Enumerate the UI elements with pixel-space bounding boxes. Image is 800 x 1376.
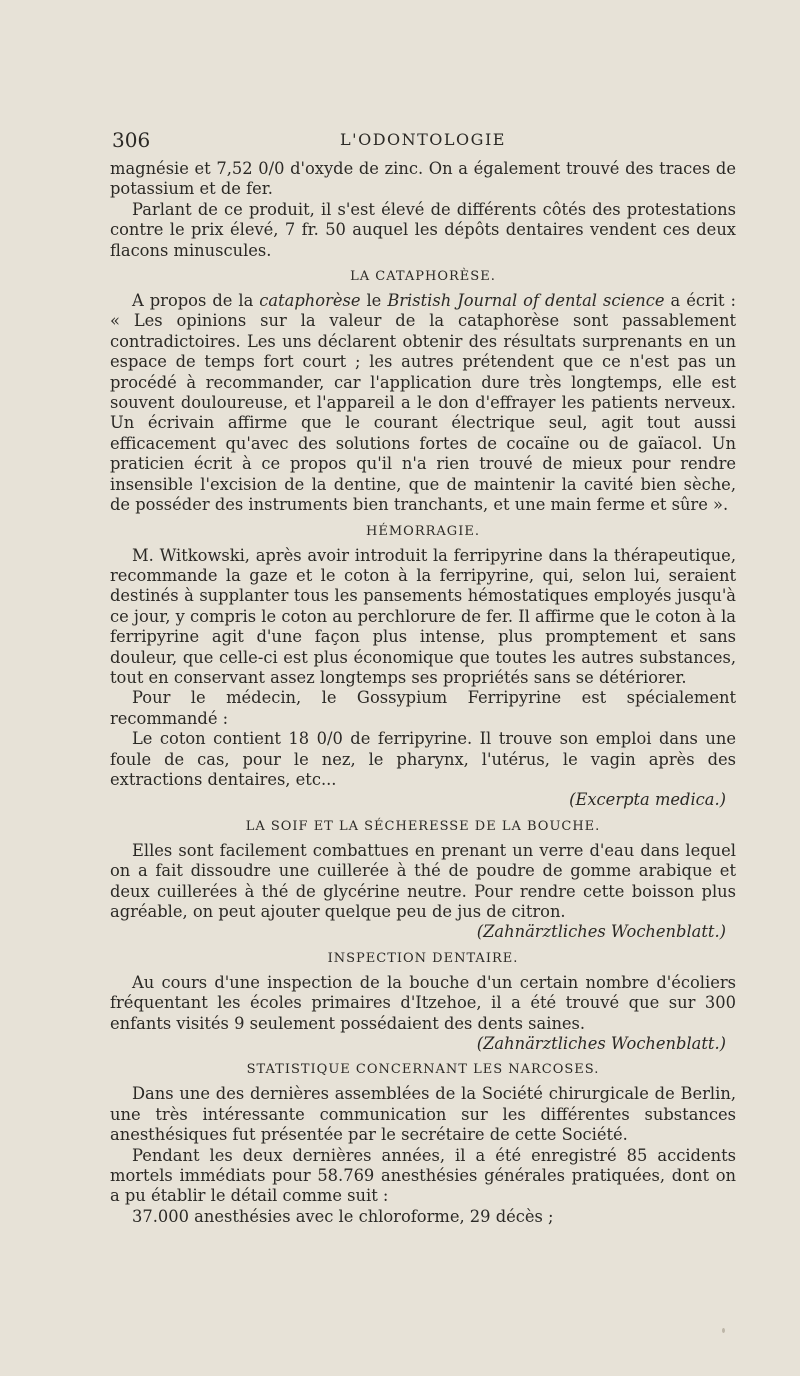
section-heading-soif: LA SOIF ET LA SÉCHERESSE DE LA BOUCHE.	[245, 818, 601, 834]
running-title: L'ODONTOLOGIE	[340, 130, 506, 149]
section-heading-cataphorese: LA CATAPHORÈSE.	[350, 269, 496, 285]
italic-term: cataphorèse	[259, 291, 361, 311]
paragraph: Pour le médecin, le Gossypium Ferripyrine est spécialement recommandé :	[110, 688, 736, 728]
paragraph: Dans une des dernières assemblées de la Société chirurgicale de Berlin, une très intéressante communication sur les différentes substances anesthésiques fut présentée par le secrétaire de cette Société.	[110, 1084, 736, 1145]
article-body	[110, 159, 736, 1227]
paper-speck	[722, 1328, 725, 1333]
section-heading-statistique: STATISTIQUE CONCERNANT LES NARCOSES.	[246, 1062, 600, 1078]
paragraph: Le coton contient 18 0/0 de ferripyrine. Il trouve son emploi dans une foule de cas, pour le nez, le pharynx, l'utérus, le vagin après des extractions dentaires, etc...	[110, 729, 736, 789]
text-run: a écrit : « Les opinions sur la valeur de la cataphorèse sont passablement contradictoires. Les uns déclarent obtenir des résultats surprenants en un espace de temps fort court ; les autres prétendent que ce n'est pas un procédé à recommander, car l'application dure très longtemps, elle est souvent douloureuse, et l'appareil a le don d'effrayer les patients nerveux. Un écrivain affirme que le courant électrique seul, agit tout aussi efficacement qu'avec des solutions fortes de cocaïne ou de gaïacol. Un praticien écrit à ce propos qu'il n'a rien trouvé de mieux pour rendre insensible l'excision de la dentine, que de maintenir la cavité bien sèche, de posséder des instruments bien tranchants, et une main ferme et sûre ».	[110, 291, 736, 515]
source-citation: (Excerpta medica.)	[569, 790, 726, 810]
text-run: A propos de la	[132, 291, 260, 311]
paragraph: magnésie et 7,52 0/0 d'oxyde de zinc. On a également trouvé des traces de potassium et de fer.	[110, 159, 736, 199]
paragraph: Au cours d'une inspection de la bouche d'un certain nombre d'écoliers fréquentant les écoles primaires d'Itzehoe, il a été trouvé que sur 300 enfants visités 9 seulement possédaient des dents saines.	[110, 972, 736, 1033]
journal-title: Bristish Journal of dental science	[387, 291, 665, 311]
source-citation: (Zahnärztliches Wochenblatt.)	[476, 1034, 726, 1054]
paragraph: Pendant les deux dernières années, il a été enregistré 85 accidents mortels immédiats pour 58.769 anesthésies générales pratiquées, dont on a pu établir le détail comme suit :	[110, 1145, 736, 1206]
page-header	[112, 128, 734, 152]
paragraph: M. Witkowski, après avoir introduit la ferripyrine dans la thérapeutique, recommande la gaze et le coton à la ferripyrine, qui, selon lui, seraient destinés à supplanter tous les pansements hémostatiques employés jusqu'à ce jour, y compris le coton au perchlorure de fer. Il affirme que le coton à la ferripyrine agit d'une façon plus intense, plus promptement et sans douleur, que celle-ci est plus économique que toutes les autres substances, tout en conservant assez longtemps ses propriétés sans se détériorer.	[110, 545, 736, 687]
paragraph: 37.000 anesthésies avec le chloroforme, 29 décès ;	[132, 1206, 554, 1226]
paragraph: Parlant de ce produit, il s'est élevé de différents côtés des protestations contre le prix élevé, 7 fr. 50 auquel les dépôts dentaires vendent ces deux flacons minuscules.	[110, 199, 736, 260]
paragraph: Elles sont facilement combattues en prenant un verre d'eau dans lequel on a fait dissoudre une cuillerée à thé de poudre de gomme arabique et deux cuillerées à thé de glycérine neutre. Pour rendre cette boisson plus agréable, on peut ajouter quelque peu de jus de citron.	[110, 840, 736, 921]
source-citation: (Zahnärztliches Wochenblatt.)	[476, 922, 726, 942]
section-heading-inspection: INSPECTION DENTAIRE.	[327, 950, 519, 966]
text-run: le	[360, 291, 388, 311]
paragraph	[110, 291, 736, 515]
section-heading-hemorragie: HÉMORRAGIE.	[366, 523, 480, 539]
page-number: 306	[112, 128, 151, 152]
